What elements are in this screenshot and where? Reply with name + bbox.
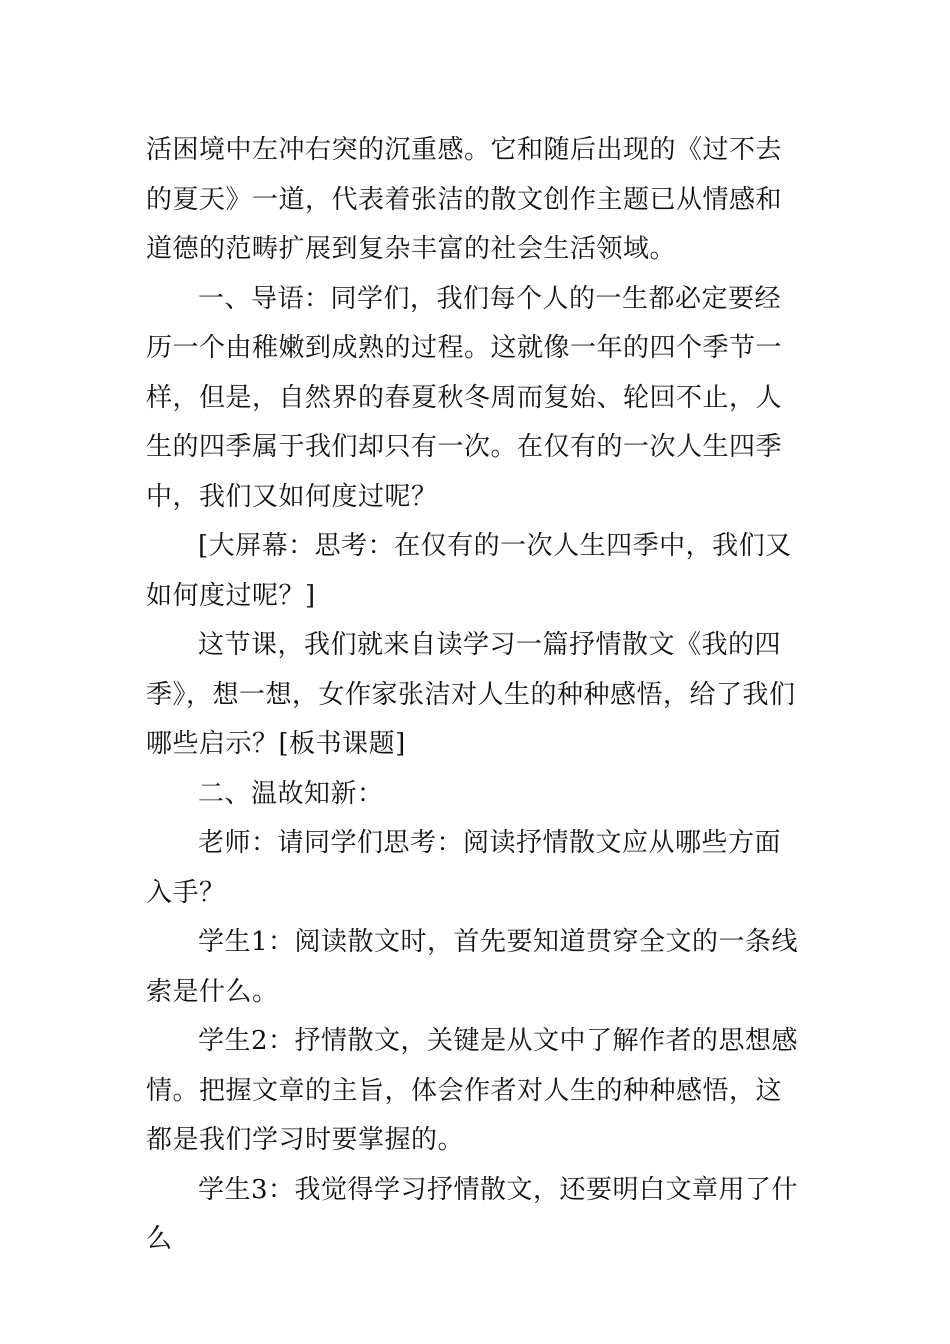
paragraph-student-1: 学生1：阅读散文时，首先要知道贯穿全文的一条线索是什么。 [146,927,799,1007]
paragraph-lesson-topic: 这节课，我们就来自读学习一篇抒情散文《我的四季》，想一想，女作家张洁对人生的种种感悟，给了我们哪些启示？[板书课题] [146,630,796,759]
document-body [146,126,806,1265]
paragraph-big-screen-prompt: [大屏幕：思考：在仅有的一次人生四季中，我们又如何度过呢？] [146,531,792,611]
paragraph-introduction: 一、导语：同学们，我们每个人的一生都必定要经历一个由稚嫩到成熟的过程。这就像一年的四个季节一样，但是，自然界的春夏秋冬周而复始、轮回不止，人生的四季属于我们却只有一次。在仅有的一次人生四季中，我们又如何度过呢？ [146,283,783,512]
paragraph-continuation: 活困境中左冲右突的沉重感。它和随后出现的《过不去的夏天》一道，代表着张洁的散文创作主题已从情感和道德的范畴扩展到复杂丰富的社会生活领域。 [146,135,783,264]
paragraph-student-2: 学生2：抒情散文，关键是从文中了解作者的思想感情。把握文章的主旨，体会作者对人生的种种感悟，这都是我们学习时要掌握的。 [146,1026,799,1155]
paragraph-teacher-question: 老师：请同学们思考：阅读抒情散文应从哪些方面入手？ [146,828,782,908]
section-heading-review: 二、温故知新： [198,778,384,809]
paragraph-student-3: 学生3：我觉得学习抒情散文，还要明白文章用了什么 [146,1174,799,1254]
